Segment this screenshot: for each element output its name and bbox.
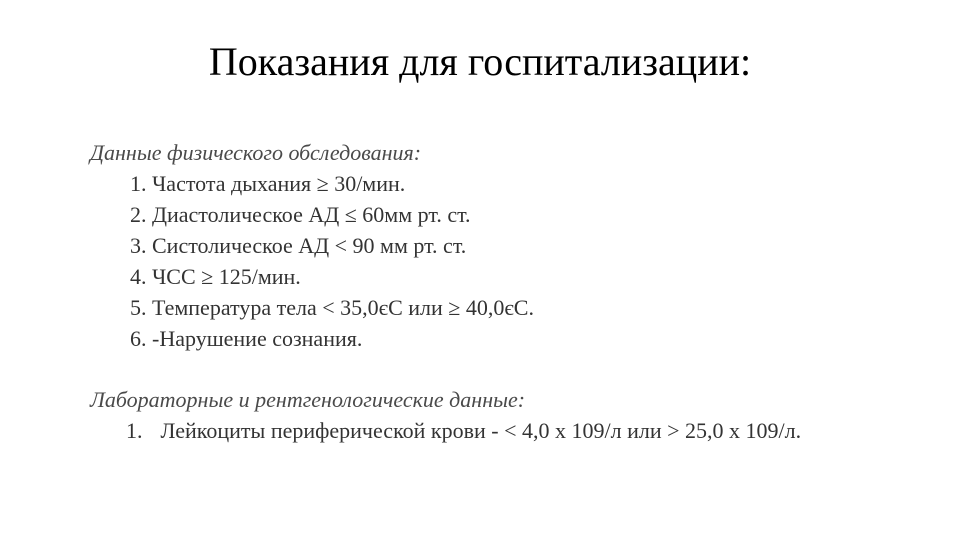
slide-content <box>90 138 940 446</box>
list-item-number: 2. <box>130 202 147 227</box>
list-item-text: Систолическое АД < 90 мм рт. ст. <box>152 233 467 258</box>
physical-exam-list <box>90 168 940 354</box>
list-item-text: ЧСС ≥ 125/мин. <box>152 264 301 289</box>
list-item-number: 4. <box>130 264 147 289</box>
list-item-text: Диастолическое АД ≤ 60мм рт. ст. <box>152 202 471 227</box>
list-item <box>130 230 940 261</box>
lab-xray-list <box>90 415 940 446</box>
list-item <box>130 261 940 292</box>
slide-title: Показания для госпитализации: <box>208 39 752 84</box>
list-item-number: 3. <box>130 233 147 258</box>
list-item-number: 1. <box>126 418 143 443</box>
list-item <box>130 168 940 199</box>
list-item-number: 5. <box>130 295 147 320</box>
list-item <box>130 199 940 230</box>
physical-exam-heading: Данные физического обследования: <box>90 140 422 165</box>
list-item-number: 1. <box>130 171 147 196</box>
list-item-text: Лейкоциты периферической крови - < 4,0 х 109/л или > 25,0 х 109/л. <box>160 418 802 443</box>
list-item <box>130 323 940 354</box>
list-item-number: 6. <box>130 326 147 351</box>
list-item-text: Частота дыхания ≥ 30/мин. <box>152 171 406 196</box>
list-item <box>126 415 940 446</box>
lab-xray-heading: Лабораторные и рентгенологические данные: <box>90 387 526 412</box>
list-item-text: -Нарушение сознания. <box>152 326 363 351</box>
list-item <box>130 292 940 323</box>
list-item-text: Температура тела < 35,0єС или ≥ 40,0єС. <box>152 295 534 320</box>
